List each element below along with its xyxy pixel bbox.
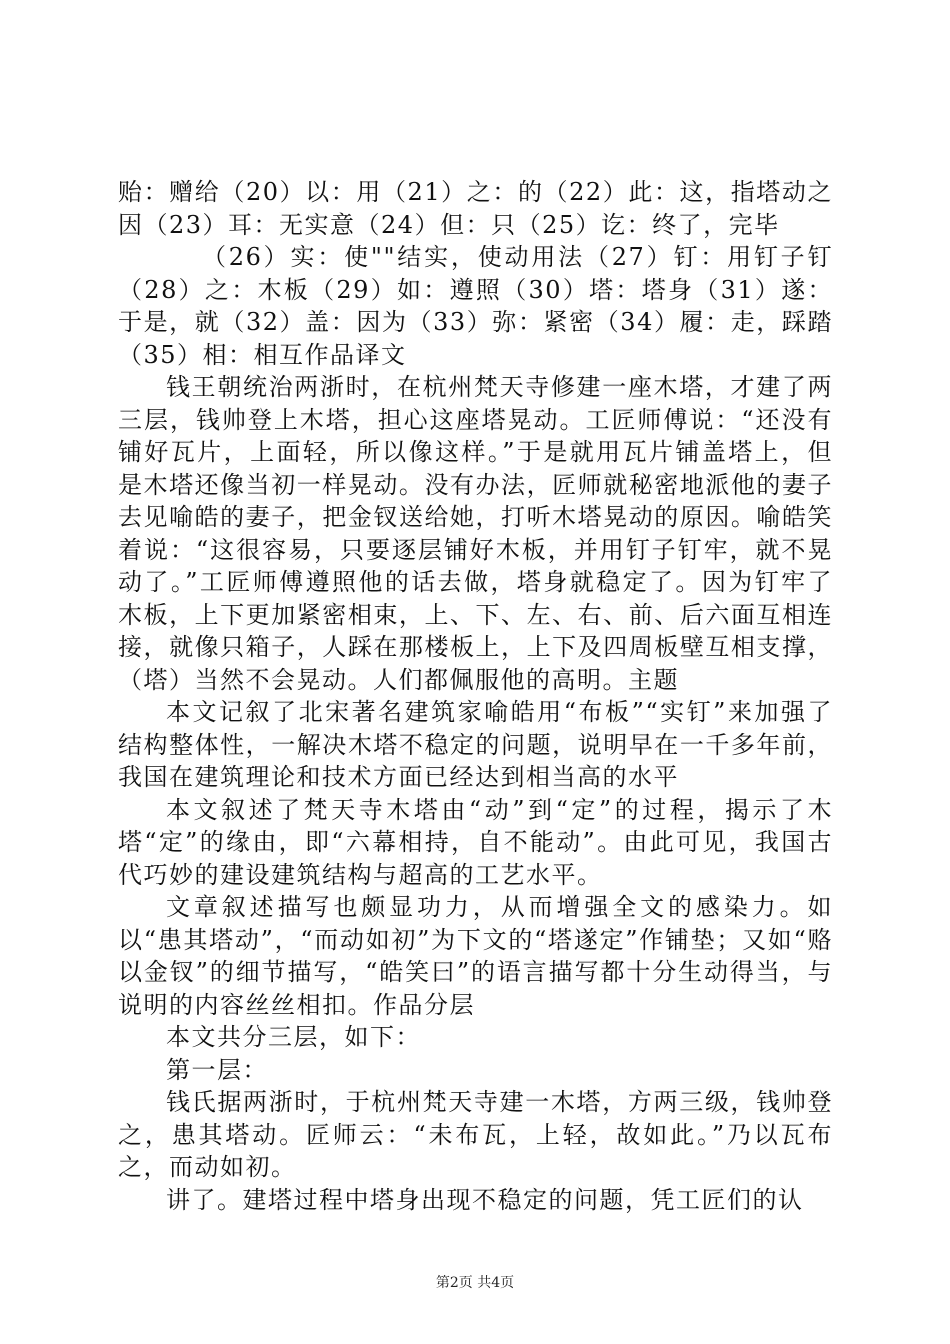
page-footer — [0, 1273, 950, 1293]
paragraph-first-layer-text: 钱氏据两浙时，于杭州梵天寺建一木塔，方两三级，钱帅登之，患其塔动。匠师云：“未布瓦，上轻，故如此。”乃以瓦布之，而动如初。 — [118, 1088, 833, 1181]
page-number: 第2页 共4页 — [435, 1275, 515, 1291]
paragraph-first-layer-analysis: 讲了。建塔过程中塔身出现不稳定的问题，凭工匠们的认 — [166, 1185, 804, 1214]
document-body — [118, 176, 833, 1216]
paragraph-first-layer-heading: 第一层： — [166, 1055, 268, 1084]
paragraph-theme-1: 本文记叙了北宋著名建筑家喻皓用“布板”“实钉”来加强了结构整体性，一解决木塔不稳定的问题，说明早在一千多年前，我国在建筑理论和技术方面已经达到相当高的水平 — [118, 698, 833, 791]
paragraph-translation: 钱王朝统治两浙时，在杭州梵天寺修建一座木塔，才建了两三层，钱帅登上木塔，担心这座塔晃动。工匠师傅说：“还没有铺好瓦片，上面轻，所以像这样。”于是就用瓦片铺盖塔上，但是木塔还像当初一样晃动。没有办法，匠师就秘密地派他的妻子去见喻皓的妻子，把金钗送给她，打听木塔晃动的原因。喻皓笑着说：“这很容易，只要逐层铺好木板，并用钉子钉牢，就不晃动了。”工匠师傅遵照他的话去做，塔身就稳定了。因为钉牢了木板，上下更加紧密相束，上、下、左、右、前、后六面互相连接，就像只箱子，人踩在那楼板上，上下及四周板壁互相支撑，（塔）当然不会晃动。人们都佩服他的高明。主题 — [118, 373, 833, 694]
paragraph-theme-3: 文章叙述描写也颇显功力，从而增强全文的感染力。如以“患其塔动”，“而动如初”为下文的“塔遂定”作铺垫；又如“赂以金钗”的细节描写，“皓笑曰”的语言描写都十分生动得当，与说明的内容丝丝相扣。作品分层 — [118, 893, 833, 1019]
paragraph-theme-2: 本文叙述了梵天寺木塔由“动”到“定”的过程，揭示了木塔“定”的缘由，即“六幕相持，自不能动”。由此可见，我国古代巧妙的建设建筑结构与超高的工艺水平。 — [118, 795, 833, 889]
paragraph-annotations-2: （26）实：使""结实，使动用法（27）钉：用钉子钉（28）之：木板（29）如：遵照（30）塔：塔身（31）遂：于是，就（32）盖：因为（33）弥：紧密（34）履：走，踩踏（35）相：相互作品译文 — [118, 243, 833, 369]
paragraph-structure-intro: 本文共分三层，如下： — [166, 1023, 421, 1051]
paragraph-annotations-1: 贻：赠给（20）以：用（21）之：的（22）此：这，指塔动之因（23）耳：无实意（24）但：只（25）讫：终了，完毕 — [118, 178, 833, 239]
